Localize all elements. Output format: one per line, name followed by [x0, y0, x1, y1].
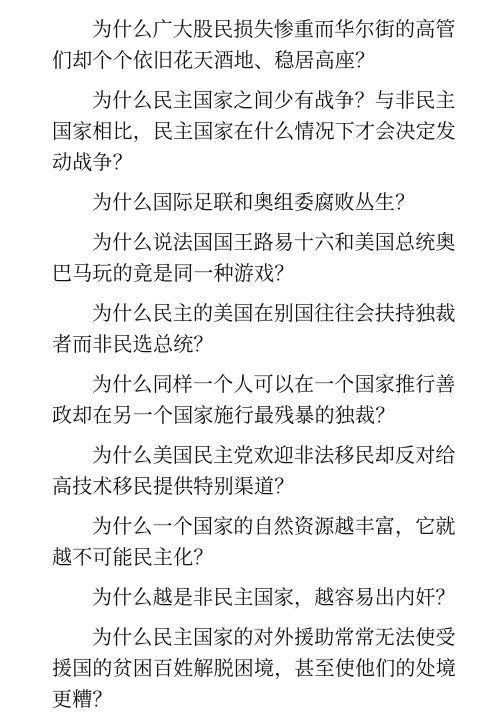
- question-paragraph-7: 为什么美国民主党欢迎非法移民却反对给高技术移民提供特别渠道？: [52, 443, 456, 498]
- question-paragraph-9: 为什么越是非民主国家，越容易出内奸？: [92, 585, 456, 609]
- question-paragraph-2: 为什么民主国家之间少有战争？与非民主国家相比，民主国家在什么情况下才会决定发动战争？: [52, 88, 456, 174]
- question-paragraph-4: 为什么说法国国王路易十六和美国总统奥巴马玩的竟是同一种游戏？: [52, 230, 456, 285]
- question-paragraph-5: 为什么民主的美国在别国往往会扶持独裁者而非民选总统？: [52, 301, 456, 356]
- question-paragraph-8: 为什么一个国家的自然资源越丰富，它就越不可能民主化？: [52, 514, 456, 569]
- question-paragraph-1: 为什么广大股民损失惨重而华尔街的高管们却个个依旧花天酒地、稳居高座？: [52, 17, 456, 72]
- question-paragraph-6: 为什么同样一个人可以在一个国家推行善政却在另一个国家施行最残暴的独裁？: [52, 372, 456, 427]
- question-paragraph-10: 为什么民主国家的对外援助常常无法使受援国的贫困百姓解脱困境，甚至使他们的处境更糟？: [52, 625, 456, 711]
- question-paragraph-3: 为什么国际足联和奥组委腐败丛生？: [92, 190, 416, 214]
- document-body: [52, 14, 456, 715]
